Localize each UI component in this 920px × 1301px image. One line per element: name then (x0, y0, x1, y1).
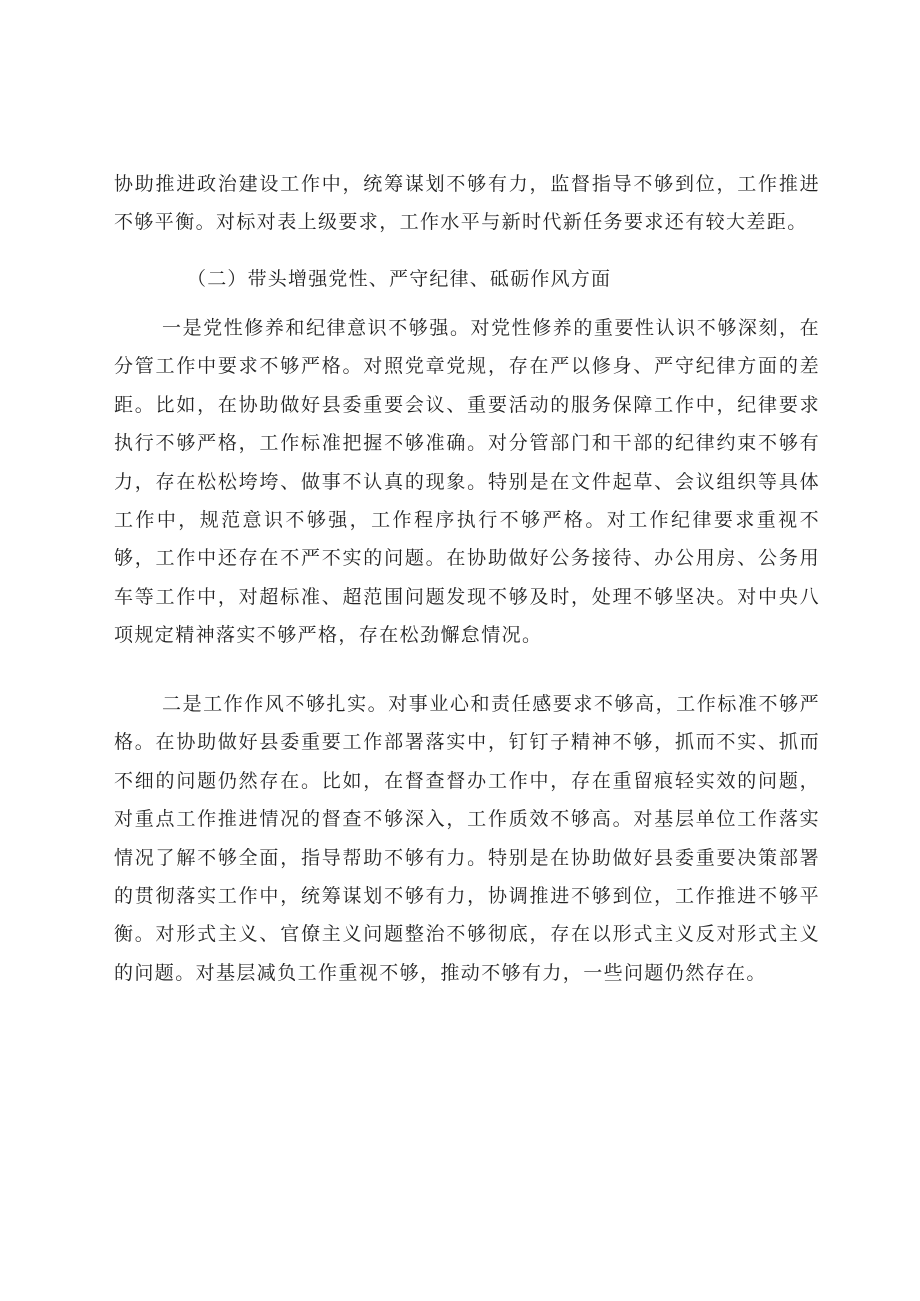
paragraph-one: 一是党性修养和纪律意识不够强。对党性修养的重要性认识不够深刻，在分管工作中要求不够严格。对照党章党规，存在严以修身、严守纪律方面的差距。比如，在协助做好县委重要会议、重要活动的服务保障工作中，纪律要求执行不够严格，工作标准把握不够准确。对分管部门和干部的纪律约束不够有力，存在松松垮垮、做事不认真的现象。特别是在文件起草、会议组织等具体工作中，规范意识不够强，工作程序执行不够严格。对工作纪律要求重视不够，工作中还存在不严不实的问题。在协助做好公务接待、办公用房、公务用车等工作中，对超标准、超范围问题发现不够及时，处理不够坚决。对中央八项规定精神落实不够严格，存在松劲懈怠情况。 (114, 317, 820, 647)
continuation-paragraph: 协助推进政治建设工作中，统筹谋划不够有力，监督指导不够到位，工作推进不够平衡。对标对表上级要求，工作水平与新时代新任务要求还有较大差距。 (114, 173, 820, 234)
paragraph-two: 二是工作作风不够扎实。对事业心和责任感要求不够高，工作标准不够严格。在协助做好县委重要工作部署落实中，钉钉子精神不够，抓而不实、抓而不细的问题仍然存在。比如，在督查督办工作中，存在重留痕轻实效的问题，对重点工作推进情况的督查不够深入，工作质效不够高。对基层单位工作落实情况了解不够全面，指导帮助不够有力。特别是在协助做好县委重要决策部署的贯彻落实工作中，统筹谋划不够有力，协调推进不够到位，工作推进不够平衡。对形式主义、官僚主义问题整治不够彻底，存在以形式主义反对形式主义的问题。对基层减负工作重视不够，推动不够有力，一些问题仍然存在。 (114, 693, 820, 984)
section-heading: （二）带头增强党性、严守纪律、砥砺作风方面 (187, 268, 612, 290)
